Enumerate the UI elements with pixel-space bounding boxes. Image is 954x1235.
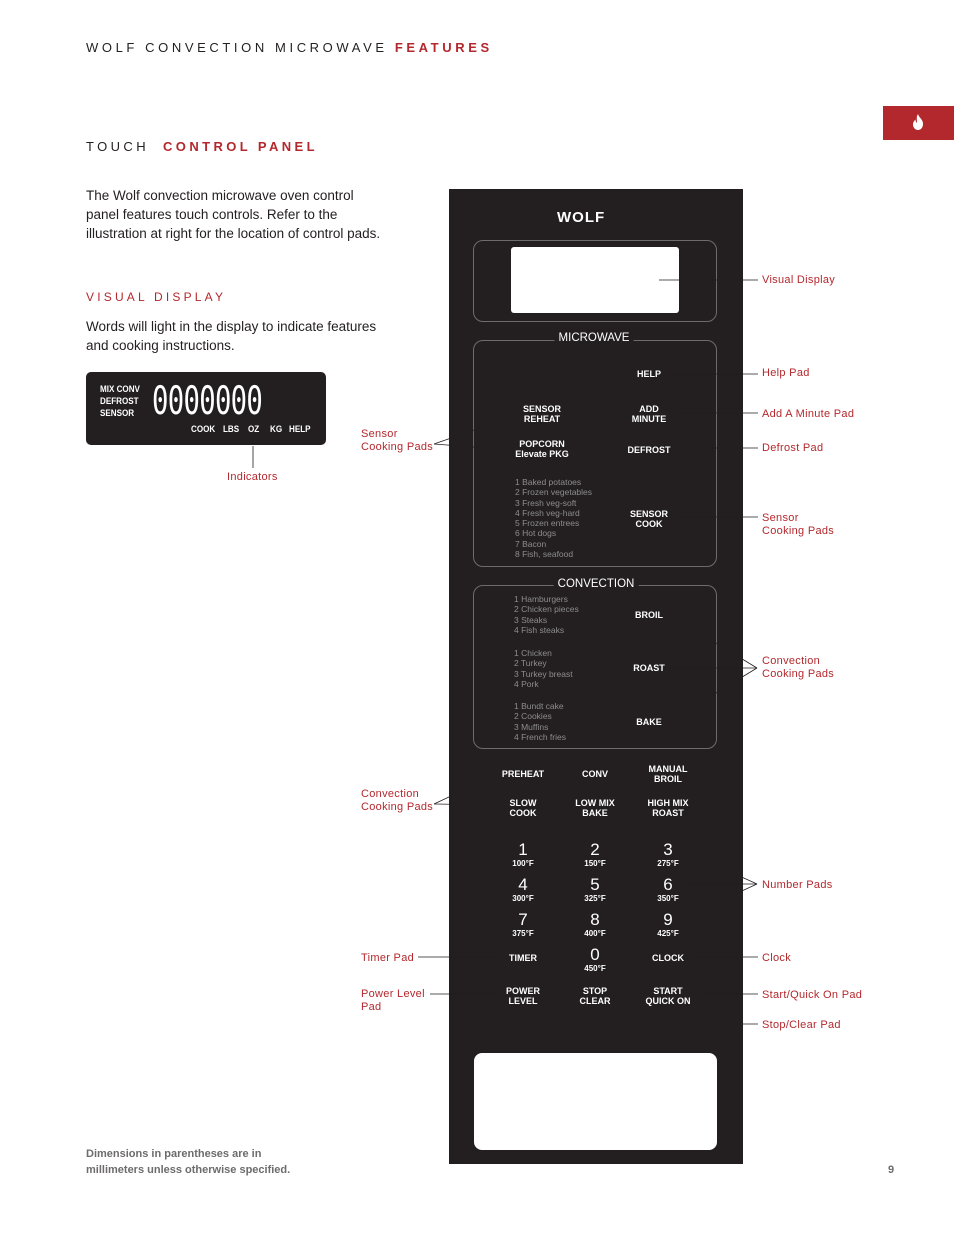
clock-button[interactable]: CLOCK bbox=[652, 953, 684, 963]
sensor-cook-button[interactable]: SENSOR COOK bbox=[629, 509, 669, 529]
sensor-cook-list: 1 Baked potatoes 2 Frozen vegetables 3 Fresh veg-soft 4 Fresh veg-hard 5 Frozen entrees 6 Hot dogs 7 Bacon 8 Fish, seafood bbox=[515, 477, 593, 560]
number-pad-2[interactable]: 2 150°F bbox=[584, 840, 606, 868]
popcorn-button[interactable]: POPCORN Elevate PKG bbox=[515, 439, 569, 459]
convection-label: CONVECTION bbox=[554, 578, 639, 590]
indicator-kg: KG bbox=[270, 424, 283, 435]
indicators-callout: Indicators bbox=[227, 471, 278, 483]
indicator-cook: COOK bbox=[191, 424, 216, 435]
wolf-logo: WOLF bbox=[557, 209, 606, 226]
indicator-oz: OZ bbox=[248, 424, 260, 435]
number-pad-5[interactable]: 5 325°F bbox=[584, 875, 606, 903]
number-pad-7[interactable]: 7 375°F bbox=[512, 910, 534, 938]
low-mix-bake-button[interactable]: LOW MIX BAKE bbox=[575, 798, 615, 818]
timer-button[interactable]: TIMER bbox=[509, 953, 537, 963]
stop-clear-button[interactable]: STOP CLEAR bbox=[579, 986, 611, 1006]
manual-broil-button[interactable]: MANUAL BROIL bbox=[648, 764, 688, 784]
callout-defrost-pad: Defrost Pad bbox=[762, 442, 824, 454]
defrost-button[interactable]: DEFROST bbox=[627, 445, 671, 455]
callout-sensor-cooking-right: Sensor Cooking Pads bbox=[762, 512, 835, 537]
slow-cook-button[interactable]: SLOW COOK bbox=[509, 798, 537, 818]
callout-stop-clear-pad: Stop/Clear Pad bbox=[762, 1019, 841, 1031]
page-number: 9 bbox=[888, 1164, 895, 1176]
power-level-button[interactable]: POWER LEVEL bbox=[505, 986, 541, 1006]
section-prefix: TOUCH bbox=[86, 139, 149, 154]
number-pad-9[interactable]: 9 425°F bbox=[657, 910, 679, 938]
callout-clock: Clock bbox=[762, 952, 792, 964]
callout-convection-left: Convection Cooking Pads bbox=[361, 788, 434, 813]
microwave-label: MICROWAVE bbox=[555, 332, 634, 344]
conv-button[interactable]: CONV bbox=[581, 769, 609, 779]
display-label-sensor: SENSOR bbox=[100, 408, 135, 419]
broil-button[interactable]: BROIL bbox=[635, 610, 663, 620]
number-pad-8[interactable]: 8 400°F bbox=[584, 910, 606, 938]
bake-list: 1 Bundt cake 2 Cookies 3 Muffins 4 French fries bbox=[514, 701, 566, 742]
bake-button[interactable]: BAKE bbox=[636, 717, 662, 727]
indicator-lbs: LBS bbox=[223, 424, 240, 435]
roast-list: 1 Chicken 2 Turkey 3 Turkey breast 4 Pork bbox=[514, 648, 573, 689]
indicator-help: HELP bbox=[289, 424, 311, 435]
callout-power-level-pad: Power Level Pad bbox=[361, 988, 425, 1013]
section-highlight: CONTROL PANEL bbox=[163, 139, 318, 154]
header-prefix: WOLF CONVECTION MICROWAVE bbox=[86, 40, 388, 55]
callout-number-pads: Number Pads bbox=[762, 879, 833, 891]
callout-sensor-cooking-left: Sensor Cooking Pads bbox=[361, 428, 434, 453]
callout-help-pad: Help Pad bbox=[762, 367, 810, 379]
number-pad-1[interactable]: 1 100°F bbox=[512, 840, 534, 868]
callout-timer-pad: Timer Pad bbox=[361, 952, 415, 964]
header-highlight: FEATURES bbox=[394, 40, 493, 55]
preheat-button[interactable]: PREHEAT bbox=[501, 769, 545, 779]
sensor-reheat-button[interactable]: SENSOR REHEAT bbox=[522, 404, 562, 424]
intro-paragraph: The Wolf convection microwave oven control panel features touch controls. Refer to the illustration at right for the location of control pads. bbox=[86, 188, 381, 241]
help-button[interactable]: HELP bbox=[636, 369, 662, 379]
start-quick-on-button[interactable]: START QUICK ON bbox=[645, 986, 691, 1006]
roast-button[interactable]: ROAST bbox=[633, 663, 665, 673]
add-minute-button[interactable]: ADD MINUTE bbox=[631, 404, 667, 424]
visual-display-text: Words will light in the display to indicate features and cooking instructions. bbox=[86, 319, 377, 353]
number-pad-4[interactable]: 4 300°F bbox=[512, 875, 534, 903]
callout-start-quick-on-pad: Start/Quick On Pad bbox=[762, 989, 863, 1001]
display-label-mix-conv: MIX CONV bbox=[100, 384, 140, 395]
high-mix-roast-button[interactable]: HIGH MIX ROAST bbox=[647, 798, 689, 818]
display-digits: 0000000 bbox=[152, 379, 263, 424]
footer-note: Dimensions in parentheses are in millimeters unless otherwise specified. bbox=[86, 1148, 291, 1176]
visual-display-heading: VISUAL DISPLAY bbox=[86, 290, 227, 304]
number-pad-0[interactable]: 0 450°F bbox=[584, 945, 606, 973]
callout-add-minute-pad: Add A Minute Pad bbox=[762, 408, 855, 420]
callout-convection-right: Convection Cooking Pads bbox=[762, 655, 835, 680]
number-pad-3[interactable]: 3 275°F bbox=[657, 840, 679, 868]
display-label-defrost: DEFROST bbox=[100, 396, 139, 407]
number-pad-6[interactable]: 6 350°F bbox=[657, 875, 679, 903]
callout-visual-display: Visual Display bbox=[762, 274, 836, 286]
broil-list: 1 Hamburgers 2 Chicken pieces 3 Steaks 4 Fish steaks bbox=[514, 594, 579, 635]
